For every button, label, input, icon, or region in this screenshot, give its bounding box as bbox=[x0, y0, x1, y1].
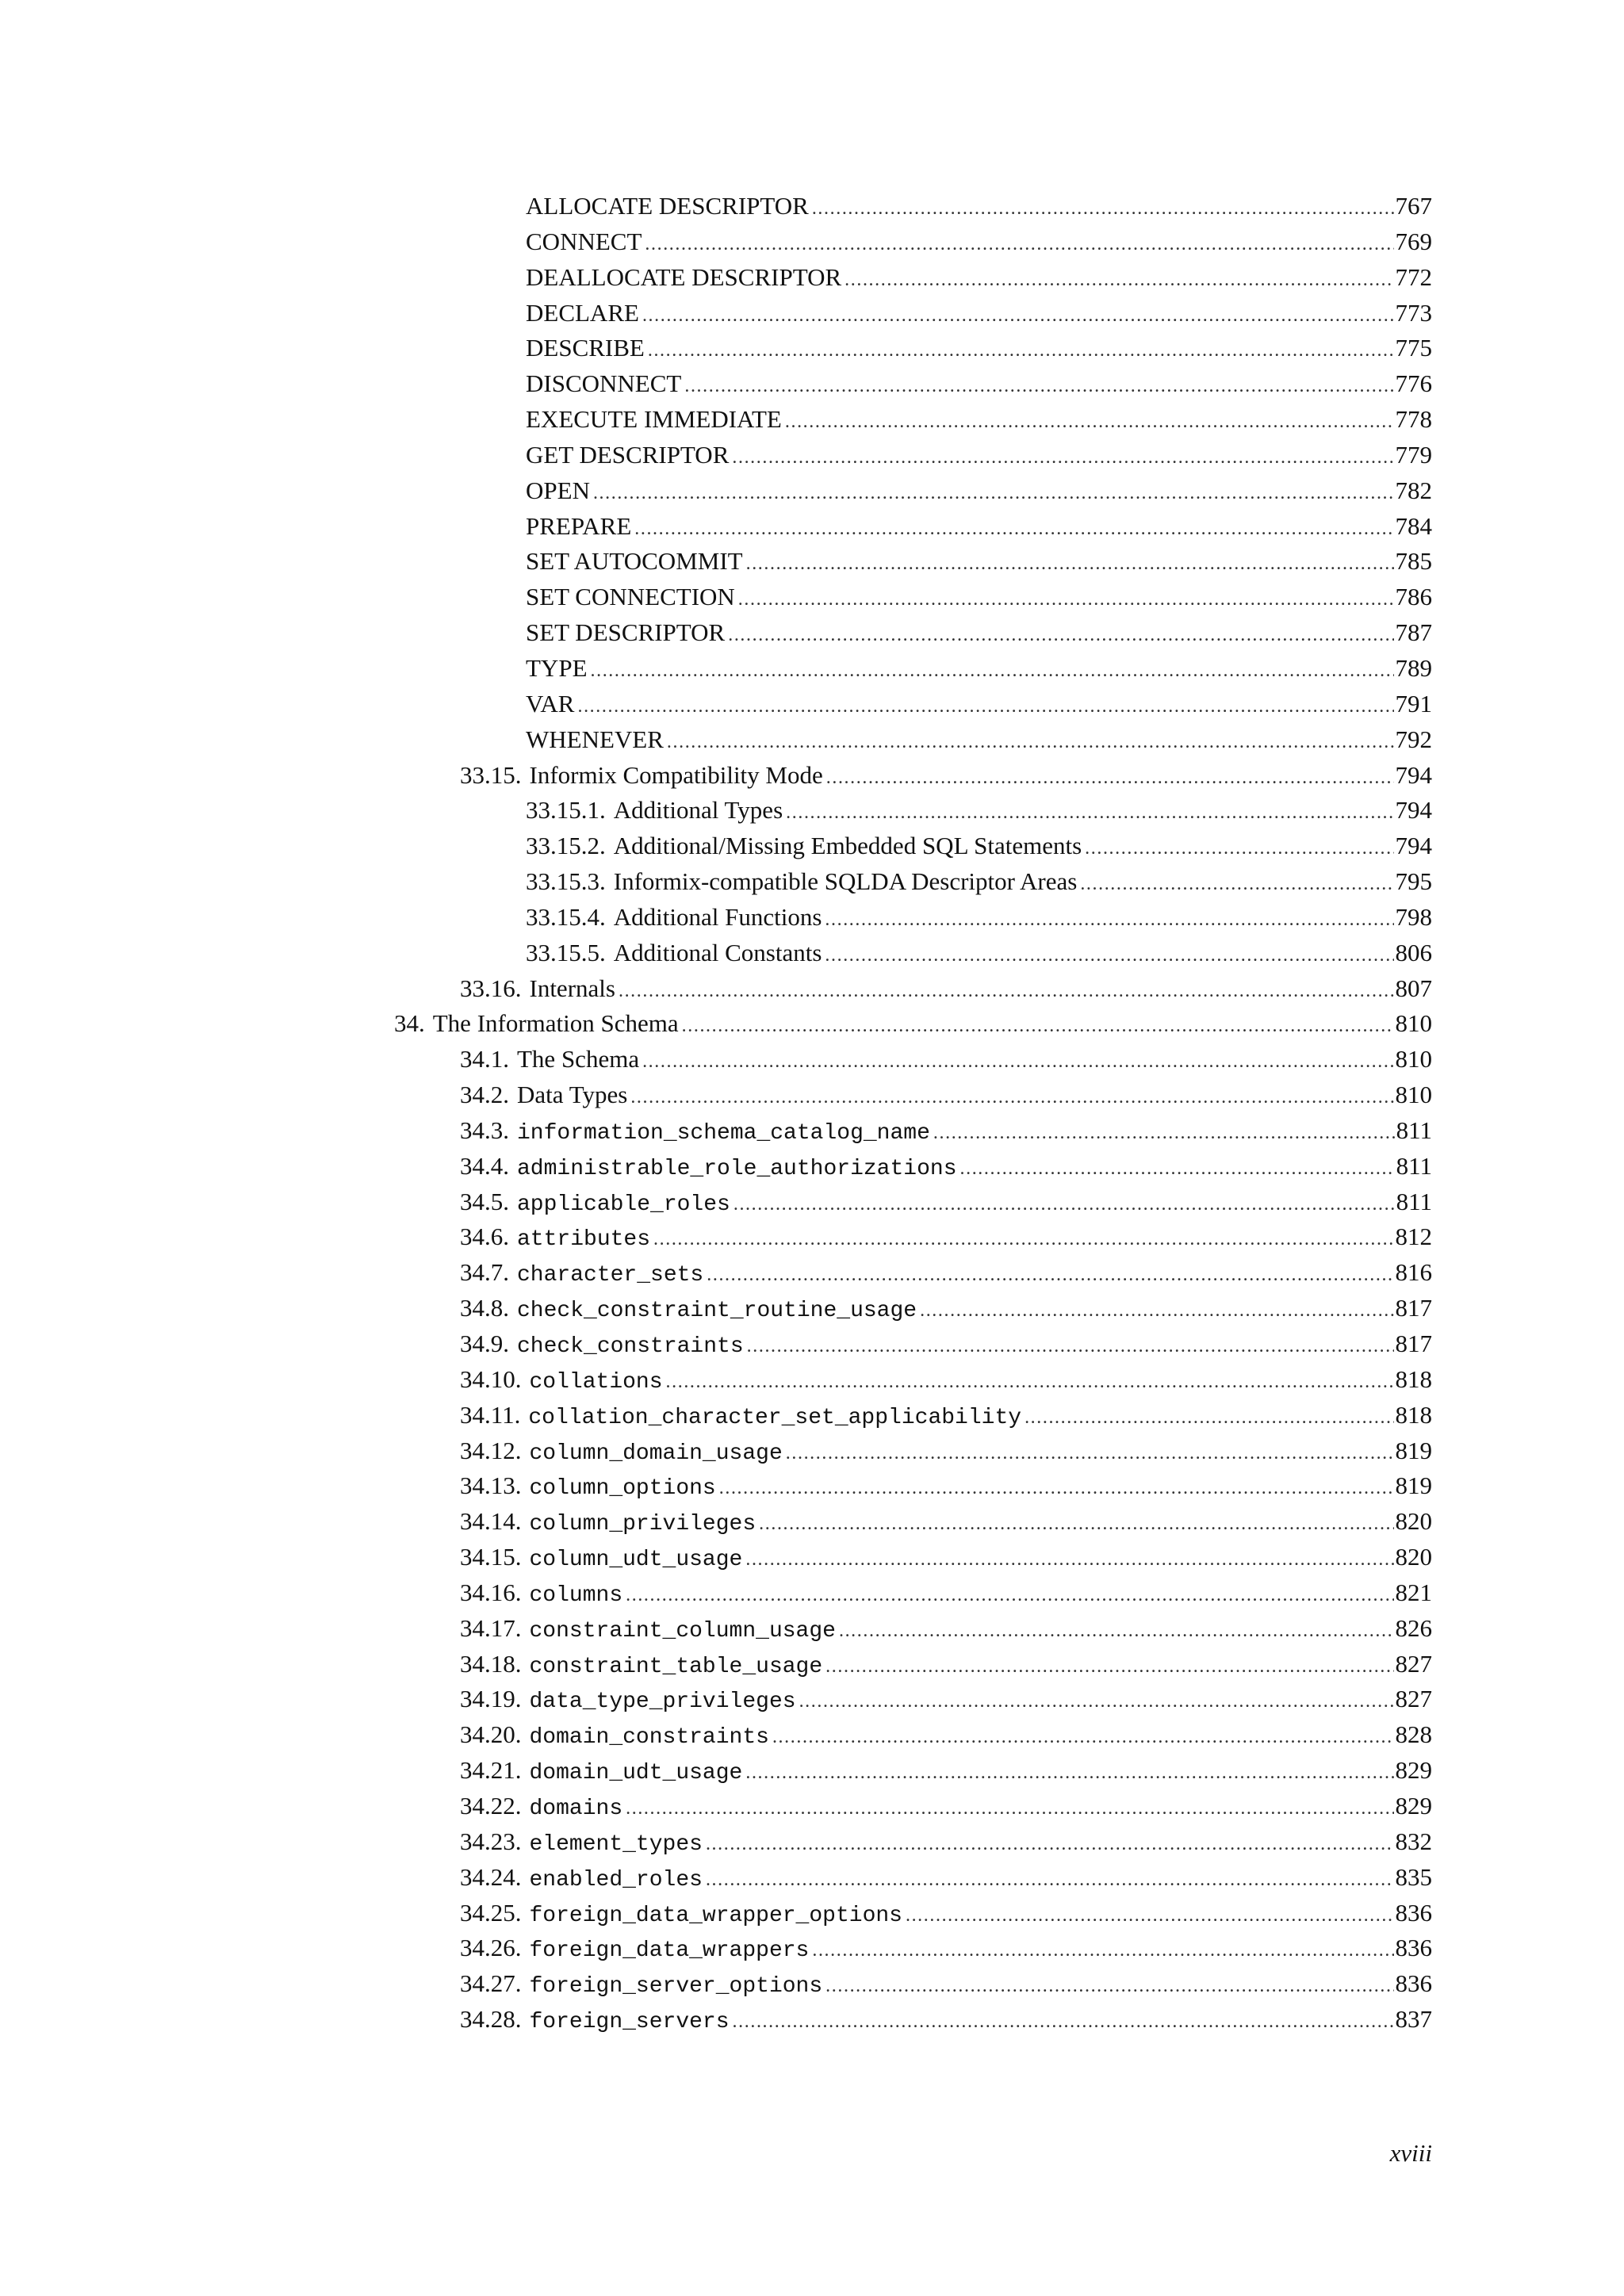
toc-entry-page[interactable]: 820 bbox=[1395, 1507, 1432, 1536]
toc-entry-line bbox=[460, 1896, 1432, 1934]
toc-entry-line bbox=[460, 1362, 1432, 1401]
toc-entry-number: 34.9. bbox=[460, 1330, 509, 1357]
toc-entry-page[interactable]: 794 bbox=[1395, 796, 1432, 825]
toc-entry-page[interactable]: 807 bbox=[1395, 974, 1432, 1002]
toc-entry-line bbox=[460, 2002, 1432, 2041]
dot-leader bbox=[667, 725, 1394, 760]
toc-entry-title[interactable]: check_constraints bbox=[517, 1334, 744, 1359]
toc-entry-line bbox=[526, 296, 1432, 334]
toc-entry-line bbox=[460, 971, 1432, 1009]
toc-entry-number: 33.15.3. bbox=[526, 867, 606, 896]
toc-entry-title[interactable]: Additional Types bbox=[613, 796, 783, 825]
dot-leader bbox=[645, 227, 1393, 262]
toc-entry[interactable] bbox=[0, 366, 1624, 402]
toc-entry[interactable] bbox=[0, 1896, 1624, 1931]
toc-entry[interactable] bbox=[0, 1326, 1624, 1362]
toc-entry-title[interactable]: information_schema_catalog_name bbox=[517, 1120, 930, 1146]
dot-leader bbox=[786, 1436, 1394, 1471]
toc-entry-title[interactable]: constraint_table_usage bbox=[529, 1654, 823, 1679]
dot-leader bbox=[920, 1293, 1393, 1329]
toc-entry[interactable] bbox=[0, 651, 1624, 687]
toc-entry-line bbox=[526, 331, 1432, 369]
toc-entry-title[interactable]: data_type_privileges bbox=[529, 1689, 796, 1715]
toc-entry-page[interactable]: 785 bbox=[1395, 547, 1432, 576]
dot-leader bbox=[799, 1684, 1394, 1720]
toc-entry-number: 34.26. bbox=[460, 1934, 522, 1962]
toc-entry-title[interactable]: DISCONNECT bbox=[526, 369, 682, 398]
toc-entry-number: 34.11. bbox=[460, 1400, 521, 1429]
dot-leader bbox=[733, 2004, 1394, 2040]
toc-entry-line bbox=[460, 1860, 1432, 1899]
toc-entry-number: 34.15. bbox=[460, 1543, 522, 1571]
toc-entry-number: 33.15. bbox=[460, 760, 522, 789]
toc-entry[interactable] bbox=[0, 1006, 1624, 1042]
toc-entry[interactable] bbox=[0, 1860, 1624, 1896]
toc-entry-title[interactable]: Internals bbox=[529, 974, 615, 1002]
toc-entry-page[interactable]: 810 bbox=[1395, 1045, 1432, 1073]
dot-leader bbox=[746, 546, 1394, 582]
toc-entry[interactable] bbox=[0, 828, 1624, 864]
page-number: xviii bbox=[1389, 2139, 1432, 2167]
toc-entry-page[interactable]: 769 bbox=[1395, 227, 1432, 255]
toc-entry-title[interactable]: administrable_role_authorizations bbox=[517, 1156, 957, 1181]
toc-entry-title[interactable]: OPEN bbox=[526, 476, 590, 504]
toc-entry-page[interactable]: 819 bbox=[1395, 1436, 1432, 1464]
toc-entry-title[interactable]: Additional Functions bbox=[613, 902, 822, 931]
toc-entry-title[interactable]: applicable_roles bbox=[517, 1192, 730, 1217]
toc-entry-title[interactable]: constraint_column_usage bbox=[529, 1618, 836, 1644]
dot-leader bbox=[906, 1898, 1394, 1934]
toc-entry-title[interactable]: foreign_data_wrappers bbox=[529, 1938, 810, 1964]
toc-entry-page[interactable]: 818 bbox=[1395, 1364, 1432, 1393]
toc-entry-number: 34.21. bbox=[460, 1756, 522, 1785]
toc-entry-title[interactable]: DECLARE bbox=[526, 298, 639, 327]
toc-entry-number: 34.23. bbox=[460, 1827, 522, 1855]
toc-entry-line bbox=[460, 1291, 1432, 1330]
dot-leader bbox=[706, 1827, 1394, 1862]
toc-entry-title[interactable]: column_privileges bbox=[529, 1512, 756, 1537]
toc-entry-number: 34.19. bbox=[460, 1685, 522, 1713]
toc-entry-page[interactable]: 798 bbox=[1395, 902, 1432, 931]
toc-entry-page[interactable]: 789 bbox=[1395, 653, 1432, 682]
toc-entry-title[interactable]: columns bbox=[529, 1582, 623, 1608]
toc-entry-line bbox=[526, 828, 1432, 867]
toc-entry-page[interactable]: 816 bbox=[1395, 1258, 1432, 1287]
toc-entry[interactable] bbox=[0, 1398, 1624, 1433]
toc-entry-title[interactable]: Informix-compatible SQLDA Descriptor Areas bbox=[613, 867, 1078, 896]
toc-entry-line bbox=[526, 580, 1432, 618]
toc-entry-number: 34.16. bbox=[460, 1578, 522, 1606]
toc-entry-line bbox=[460, 1042, 1432, 1080]
toc-entry-title[interactable]: Additional/Missing Embedded SQL Statements bbox=[613, 832, 1082, 860]
toc-entry-line bbox=[460, 1398, 1432, 1437]
toc-entry[interactable] bbox=[0, 758, 1624, 794]
toc-entry-page[interactable]: 791 bbox=[1395, 689, 1432, 718]
toc-entry-title[interactable]: SET DESCRIPTOR bbox=[526, 618, 726, 647]
toc-entry[interactable] bbox=[0, 1824, 1624, 1860]
toc-entry[interactable] bbox=[0, 509, 1624, 545]
toc-entry[interactable] bbox=[0, 296, 1624, 331]
dot-leader bbox=[653, 1222, 1393, 1257]
toc-entry-line bbox=[526, 544, 1432, 582]
toc-entry-title[interactable]: SET AUTOCOMMIT bbox=[526, 547, 743, 576]
dot-leader bbox=[785, 404, 1394, 440]
toc-entry-line bbox=[460, 1468, 1432, 1507]
dot-leader bbox=[648, 333, 1394, 369]
toc-entry-line bbox=[526, 651, 1432, 689]
toc-entry-title[interactable]: domain_udt_usage bbox=[529, 1761, 743, 1786]
toc-entry[interactable] bbox=[0, 971, 1624, 1007]
toc-entry-line bbox=[526, 615, 1432, 653]
dot-leader bbox=[772, 1720, 1394, 1755]
toc-entry-line bbox=[460, 1966, 1432, 2005]
toc-entry[interactable] bbox=[0, 331, 1624, 366]
dot-leader bbox=[738, 582, 1394, 618]
dot-leader bbox=[707, 1257, 1393, 1293]
toc-entry-line bbox=[460, 1824, 1432, 1863]
toc-entry-title[interactable]: DESCRIBE bbox=[526, 334, 645, 362]
toc-entry-line bbox=[460, 1789, 1432, 1827]
dot-leader bbox=[1080, 867, 1393, 902]
toc-entry-line bbox=[526, 366, 1432, 404]
toc-entry[interactable] bbox=[0, 1184, 1624, 1220]
toc-entry-number: 34.27. bbox=[460, 1969, 522, 1998]
toc-entry-page[interactable]: 827 bbox=[1395, 1649, 1432, 1678]
toc-entry[interactable] bbox=[0, 1433, 1624, 1469]
toc-entry-page[interactable]: 778 bbox=[1395, 405, 1432, 434]
toc-entry[interactable] bbox=[0, 900, 1624, 936]
toc-entry-number: 34.24. bbox=[460, 1862, 522, 1891]
dot-leader bbox=[634, 511, 1393, 547]
toc-entry[interactable] bbox=[0, 473, 1624, 509]
toc-entry-line bbox=[460, 1611, 1432, 1650]
toc-entry-page[interactable]: 773 bbox=[1395, 298, 1432, 327]
toc-entry-line bbox=[460, 1149, 1432, 1188]
toc-entry-title[interactable]: collation_character_set_applicability bbox=[528, 1405, 1022, 1430]
dot-leader bbox=[960, 1151, 1395, 1187]
dot-leader bbox=[812, 1933, 1393, 1969]
toc-entry-line bbox=[460, 1184, 1432, 1223]
toc-entry[interactable] bbox=[0, 936, 1624, 971]
toc-entry-page[interactable]: 787 bbox=[1395, 618, 1432, 647]
toc-entry[interactable] bbox=[0, 1966, 1624, 2002]
toc-entry-page[interactable]: 829 bbox=[1395, 1791, 1432, 1820]
toc-entry-line bbox=[460, 1433, 1432, 1472]
toc-entry-page[interactable]: 792 bbox=[1395, 725, 1432, 753]
toc-entry[interactable] bbox=[0, 864, 1624, 900]
toc-entry-page[interactable]: 776 bbox=[1395, 369, 1432, 398]
dot-leader bbox=[839, 1613, 1394, 1649]
toc-entry-number: 34.7. bbox=[460, 1258, 509, 1287]
toc-entry-page[interactable]: 817 bbox=[1395, 1294, 1432, 1322]
toc-entry-page[interactable]: 806 bbox=[1395, 938, 1432, 966]
toc-entry-number: 34.3. bbox=[460, 1115, 509, 1144]
toc-entry-page[interactable]: 784 bbox=[1395, 511, 1432, 540]
toc-entry-line bbox=[526, 900, 1432, 938]
toc-entry[interactable] bbox=[0, 1647, 1624, 1682]
toc-entry-title[interactable]: foreign_server_options bbox=[529, 1974, 823, 1999]
toc-entry-title[interactable]: attributes bbox=[517, 1227, 651, 1253]
toc-entry-title[interactable]: domains bbox=[529, 1796, 623, 1821]
toc-entry-page[interactable]: 795 bbox=[1395, 867, 1432, 896]
dot-leader bbox=[706, 1862, 1394, 1898]
dot-leader bbox=[747, 1329, 1394, 1364]
toc-entry[interactable] bbox=[0, 1931, 1624, 1966]
dot-leader bbox=[591, 653, 1394, 689]
toc-entry[interactable] bbox=[0, 438, 1624, 473]
toc-entry-page[interactable]: 767 bbox=[1395, 192, 1432, 220]
toc-entry-title[interactable]: SET CONNECTION bbox=[526, 583, 735, 611]
toc-entry-number: 34.13. bbox=[460, 1471, 522, 1500]
dot-leader bbox=[826, 760, 1394, 796]
toc-entry[interactable] bbox=[0, 1077, 1624, 1113]
toc-entry-line bbox=[460, 1113, 1432, 1152]
dot-leader bbox=[825, 1649, 1393, 1685]
dot-leader bbox=[933, 1115, 1395, 1151]
toc-entry[interactable] bbox=[0, 1362, 1624, 1398]
toc-entry-line bbox=[526, 864, 1432, 902]
toc-entry-number: 34.2. bbox=[460, 1081, 509, 1109]
toc-entry-page[interactable]: 818 bbox=[1395, 1400, 1432, 1429]
toc-entry-line bbox=[460, 1255, 1432, 1294]
toc-entry[interactable] bbox=[0, 1682, 1624, 1717]
toc-entry-line bbox=[460, 1717, 1432, 1756]
dot-leader bbox=[626, 1791, 1393, 1827]
toc-entry-line bbox=[526, 473, 1432, 511]
toc-entry-number: 34.14. bbox=[460, 1507, 522, 1536]
toc-entry-title[interactable]: foreign_data_wrapper_options bbox=[529, 1903, 902, 1928]
toc-entry[interactable] bbox=[0, 1611, 1624, 1647]
toc-entry[interactable] bbox=[0, 402, 1624, 438]
toc-entry-number: 34.10. bbox=[460, 1364, 522, 1393]
toc-entry-page[interactable]: 827 bbox=[1395, 1685, 1432, 1713]
dot-leader bbox=[745, 1755, 1393, 1791]
toc-entry-title[interactable]: character_sets bbox=[517, 1263, 704, 1288]
toc-entry-title[interactable]: column_udt_usage bbox=[529, 1548, 743, 1573]
toc-entry-line bbox=[526, 936, 1432, 974]
toc-entry[interactable] bbox=[0, 722, 1624, 758]
toc-entry-title[interactable]: domain_constraints bbox=[529, 1725, 769, 1751]
toc-entry-number: 34.1. bbox=[460, 1045, 509, 1073]
dot-leader bbox=[745, 1542, 1393, 1578]
toc-entry-line bbox=[526, 509, 1432, 547]
toc-entry-page[interactable]: 819 bbox=[1395, 1471, 1432, 1500]
toc-entry-page[interactable]: 811 bbox=[1396, 1115, 1432, 1144]
toc-entry-title[interactable]: column_domain_usage bbox=[529, 1441, 783, 1466]
toc-entry-page[interactable]: 829 bbox=[1395, 1756, 1432, 1785]
toc-entry-title[interactable]: Additional Constants bbox=[613, 938, 822, 966]
toc-entry-line bbox=[526, 722, 1432, 760]
toc-entry-page[interactable]: 812 bbox=[1395, 1223, 1432, 1251]
toc-entry[interactable] bbox=[0, 615, 1624, 651]
toc-entry-title[interactable]: check_constraint_routine_usage bbox=[517, 1299, 917, 1324]
toc-entry-number: 34.25. bbox=[460, 1898, 522, 1927]
toc-entry-page[interactable]: 836 bbox=[1395, 1969, 1432, 1998]
toc-entry-page[interactable]: 810 bbox=[1395, 1081, 1432, 1109]
toc-entry-page[interactable]: 821 bbox=[1395, 1578, 1432, 1606]
toc-entry-line bbox=[526, 402, 1432, 440]
dot-leader bbox=[733, 1187, 1395, 1223]
toc-entry[interactable] bbox=[0, 260, 1624, 296]
toc-entry-page[interactable]: 832 bbox=[1395, 1827, 1432, 1855]
toc-entry-title[interactable]: GET DESCRIPTOR bbox=[526, 440, 730, 469]
dot-leader bbox=[1085, 831, 1393, 867]
toc-entry[interactable] bbox=[0, 1113, 1624, 1149]
toc-entry-page[interactable]: 782 bbox=[1395, 476, 1432, 504]
dot-leader bbox=[825, 902, 1393, 938]
toc-entry[interactable] bbox=[0, 1575, 1624, 1611]
toc-entry-line bbox=[526, 224, 1432, 262]
toc-entry-page[interactable]: 811 bbox=[1396, 1151, 1432, 1180]
dot-leader bbox=[630, 1080, 1393, 1115]
toc-entry-title[interactable]: EXECUTE IMMEDIATE bbox=[526, 405, 782, 434]
toc-entry[interactable] bbox=[0, 1042, 1624, 1077]
toc-entry-page[interactable]: 837 bbox=[1395, 2005, 1432, 2034]
dot-leader bbox=[812, 191, 1394, 227]
toc-entry-line bbox=[526, 793, 1432, 831]
toc-entry[interactable] bbox=[0, 580, 1624, 615]
toc-entry[interactable] bbox=[0, 687, 1624, 722]
toc-entry-number: 34.22. bbox=[460, 1791, 522, 1820]
toc-entry[interactable] bbox=[0, 1504, 1624, 1540]
dot-leader bbox=[593, 476, 1394, 511]
toc-entry-title[interactable]: Informix Compatibility Mode bbox=[529, 760, 823, 789]
toc-entry-title[interactable]: DEALLOCATE DESCRIPTOR bbox=[526, 262, 842, 291]
toc-entry-line bbox=[460, 1931, 1432, 1969]
dot-leader bbox=[728, 618, 1393, 653]
toc-entry-line bbox=[460, 1504, 1432, 1543]
dot-leader bbox=[732, 440, 1393, 476]
toc-entry[interactable] bbox=[0, 2002, 1624, 2038]
toc-entry-line bbox=[460, 1540, 1432, 1578]
toc-entry-number: 34.8. bbox=[460, 1294, 509, 1322]
toc-entry-title[interactable]: TYPE bbox=[526, 653, 588, 682]
toc-entry[interactable] bbox=[0, 224, 1624, 260]
toc-entry-title[interactable]: Data Types bbox=[517, 1081, 628, 1109]
toc-entry-page[interactable]: 836 bbox=[1395, 1898, 1432, 1927]
dot-leader bbox=[825, 938, 1393, 974]
toc-entry[interactable] bbox=[0, 544, 1624, 580]
toc-entry-title[interactable]: column_options bbox=[529, 1476, 716, 1502]
dot-leader bbox=[759, 1506, 1393, 1542]
dot-leader bbox=[626, 1578, 1393, 1613]
toc-entry-number: 34.20. bbox=[460, 1720, 522, 1749]
dot-leader bbox=[666, 1364, 1394, 1400]
toc-entry-number: 34. bbox=[394, 1009, 425, 1038]
toc-entry-line bbox=[526, 687, 1432, 725]
toc-entry-line bbox=[460, 1077, 1432, 1115]
toc-entry-number: 33.15.2. bbox=[526, 832, 606, 860]
toc-entry[interactable] bbox=[0, 1540, 1624, 1575]
toc-entry-number: 33.15.4. bbox=[526, 902, 606, 931]
toc-entry[interactable] bbox=[0, 189, 1624, 224]
dot-leader bbox=[1025, 1400, 1393, 1436]
toc-entry-line bbox=[460, 758, 1432, 796]
toc-entry-number: 34.28. bbox=[460, 2005, 522, 2034]
toc-entry-page[interactable]: 775 bbox=[1395, 334, 1432, 362]
toc-entry-title[interactable]: WHENEVER bbox=[526, 725, 664, 753]
toc-entry-line bbox=[460, 1682, 1432, 1720]
toc-entry-line bbox=[460, 1326, 1432, 1365]
toc-entry-page[interactable]: 835 bbox=[1395, 1862, 1432, 1891]
toc-entry-title[interactable]: enabled_roles bbox=[529, 1867, 703, 1892]
toc-entry-number: 34.5. bbox=[460, 1187, 509, 1215]
toc-entry-page[interactable]: 811 bbox=[1396, 1187, 1432, 1215]
toc-entry-page[interactable]: 826 bbox=[1395, 1613, 1432, 1642]
toc-entry-line bbox=[526, 438, 1432, 476]
toc-entry[interactable] bbox=[0, 1468, 1624, 1504]
toc-entry[interactable] bbox=[0, 1753, 1624, 1789]
toc-entry-page[interactable]: 836 bbox=[1395, 1934, 1432, 1962]
toc-entry-title[interactable]: The Schema bbox=[517, 1045, 640, 1073]
toc-entry-number: 33.15.5. bbox=[526, 938, 606, 966]
dot-leader bbox=[577, 689, 1393, 725]
toc-entry[interactable] bbox=[0, 1291, 1624, 1326]
toc-entry[interactable] bbox=[0, 1789, 1624, 1824]
toc-entry-line bbox=[394, 1006, 1432, 1044]
toc-entry[interactable] bbox=[0, 1255, 1624, 1291]
toc-entry-page[interactable]: 817 bbox=[1395, 1330, 1432, 1357]
toc-entry-title[interactable]: PREPARE bbox=[526, 511, 632, 540]
toc-entry[interactable] bbox=[0, 1717, 1624, 1753]
dot-leader bbox=[684, 369, 1393, 404]
toc-entry-title[interactable]: VAR bbox=[526, 689, 575, 718]
toc-entry-number: 34.6. bbox=[460, 1223, 509, 1251]
toc-entry-title[interactable]: ALLOCATE DESCRIPTOR bbox=[526, 192, 809, 220]
toc-entry-title[interactable]: collations bbox=[529, 1369, 663, 1395]
dot-leader bbox=[786, 795, 1393, 831]
toc-entry-line bbox=[460, 1575, 1432, 1614]
dot-leader bbox=[719, 1471, 1394, 1506]
toc-entry-number: 33.15.1. bbox=[526, 796, 606, 825]
toc-entry-line bbox=[460, 1647, 1432, 1686]
toc-entry[interactable] bbox=[0, 793, 1624, 828]
toc-entry-page[interactable]: 810 bbox=[1395, 1009, 1432, 1038]
toc-entry-line bbox=[460, 1219, 1432, 1258]
dot-leader bbox=[825, 1969, 1393, 2004]
toc-entry-title[interactable]: CONNECT bbox=[526, 227, 642, 255]
table-of-contents bbox=[0, 189, 1624, 2038]
toc-entry-page[interactable]: 794 bbox=[1395, 760, 1432, 789]
toc-entry-number: 34.18. bbox=[460, 1649, 522, 1678]
toc-entry-title[interactable]: foreign_servers bbox=[529, 2010, 730, 2035]
toc-entry-page[interactable]: 772 bbox=[1395, 262, 1432, 291]
toc-entry-title[interactable]: element_types bbox=[529, 1831, 703, 1857]
toc-entry-number: 34.12. bbox=[460, 1436, 522, 1464]
dot-leader bbox=[619, 974, 1394, 1009]
toc-entry-line bbox=[526, 260, 1432, 298]
dot-leader bbox=[682, 1008, 1394, 1044]
toc-entry-line bbox=[526, 189, 1432, 227]
toc-entry-line bbox=[460, 1753, 1432, 1792]
toc-entry-title[interactable]: The Information Schema bbox=[432, 1009, 679, 1038]
toc-entry-number: 34.17. bbox=[460, 1613, 522, 1642]
toc-entry-number: 34.4. bbox=[460, 1151, 509, 1180]
toc-entry[interactable] bbox=[0, 1219, 1624, 1255]
toc-entry[interactable] bbox=[0, 1149, 1624, 1184]
toc-entry-page[interactable]: 820 bbox=[1395, 1543, 1432, 1571]
dot-leader bbox=[845, 262, 1393, 298]
toc-entry-page[interactable]: 786 bbox=[1395, 583, 1432, 611]
dot-leader bbox=[642, 298, 1394, 334]
toc-entry-page[interactable]: 779 bbox=[1395, 440, 1432, 469]
toc-entry-page[interactable]: 828 bbox=[1395, 1720, 1432, 1749]
toc-entry-number: 33.16. bbox=[460, 974, 522, 1002]
dot-leader bbox=[642, 1044, 1393, 1080]
toc-entry-page[interactable]: 794 bbox=[1395, 832, 1432, 860]
